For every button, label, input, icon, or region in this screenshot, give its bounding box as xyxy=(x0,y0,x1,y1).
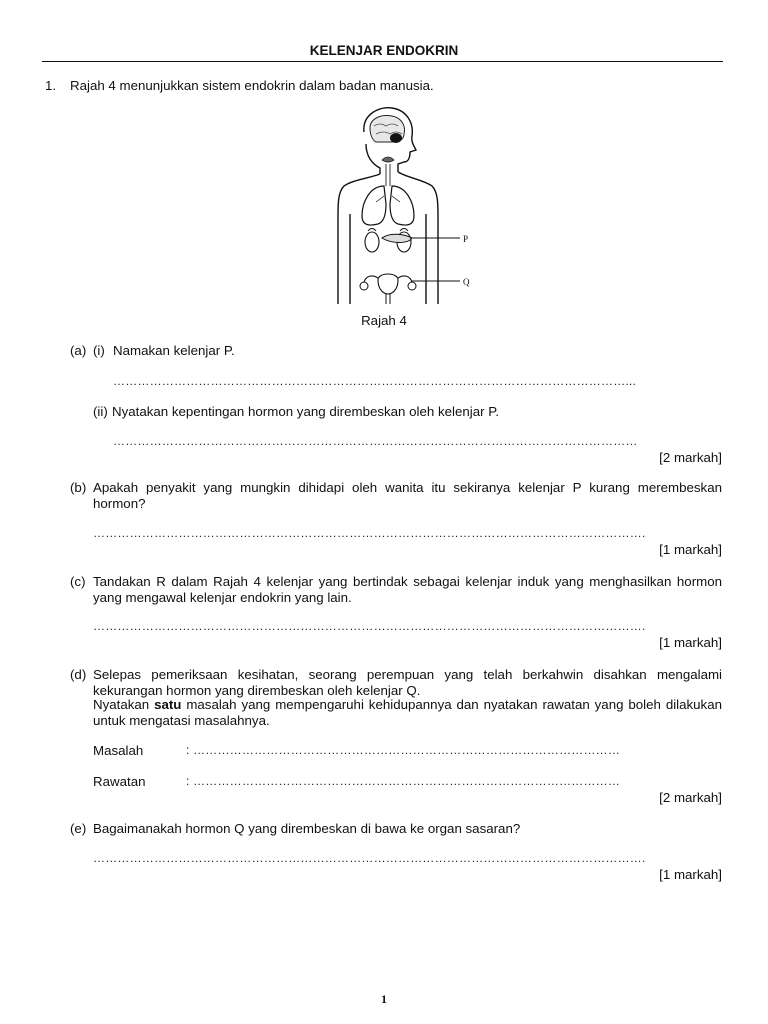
marks-d: [2 markah] xyxy=(659,790,722,805)
answer-line-rawatan[interactable]: : …………………………………………………………………………………………… xyxy=(186,774,621,788)
label-p: P xyxy=(463,234,469,244)
part-a-ii-text: Nyatakan kepentingan hormon yang dirembeskan oleh kelenjar P. xyxy=(112,404,500,419)
answer-line-c[interactable]: ………………………………………………………………………………………………………………………. xyxy=(93,619,646,633)
part-a-ii-label: (ii) xyxy=(93,404,108,419)
marks-e: [1 markah] xyxy=(659,867,722,882)
part-d-text-2-post: masalah yang mempengaruhi kehidupannya dan nyatakan rawatan yang boleh dilakukan untuk mengatasi masalahnya. xyxy=(93,697,722,728)
part-d-text-2-pre: Nyatakan xyxy=(93,697,155,712)
answer-line-a-ii[interactable]: ………………………………………………………………………………………………………………… xyxy=(113,434,638,448)
part-a-label: (a) xyxy=(70,343,87,358)
label-q: Q xyxy=(463,277,470,287)
question-intro: Rajah 4 menunjukkan sistem endokrin dalam badan manusia. xyxy=(70,78,434,93)
part-a-i-label: (i) xyxy=(93,343,105,358)
pancreas-shape xyxy=(382,234,412,242)
answer-line-a-i[interactable]: ………………………………………………………………………………………………………………... xyxy=(113,374,637,388)
part-d-text-2 xyxy=(93,697,722,729)
title-underline xyxy=(42,61,723,62)
figure-caption: Rajah 4 xyxy=(361,313,407,328)
masalah-label: Masalah xyxy=(93,743,144,758)
part-c-text: Tandakan R dalam Rajah 4 kelenjar yang bertindak sebagai kelenjar induk yang menghasilkan hormon yang mengawal kelenjar endokrin yang lain. xyxy=(93,574,722,605)
answer-line-masalah[interactable]: : …………………………………………………………………………………………… xyxy=(186,743,621,757)
part-d-label: (d) xyxy=(70,667,87,682)
part-e-text: Bagaimanakah hormon Q yang dirembeskan di bawa ke organ sasaran? xyxy=(93,821,521,836)
part-d-text-2-bold: satu xyxy=(154,697,182,712)
part-d-text-1: Selepas pemeriksaan kesihatan, seorang perempuan yang telah berkahwin disahkan mengalami kekurangan hormon yang dirembeskan oleh kelenjar Q. xyxy=(93,667,722,698)
part-b-label: (b) xyxy=(70,480,87,495)
page-title: KELENJAR ENDOKRIN xyxy=(309,43,459,58)
part-b-text: Apakah penyakit yang mungkin dihidapi oleh wanita itu sekiranya kelenjar P kurang merembeskan hormon? xyxy=(93,480,722,511)
pituitary-region xyxy=(390,133,402,143)
marks-c: [1 markah] xyxy=(659,635,722,650)
marks-b: [1 markah] xyxy=(659,542,722,557)
question-number: 1. xyxy=(45,78,57,93)
endocrine-system-diagram xyxy=(300,104,490,314)
answer-line-b[interactable]: ………………………………………………………………………………………………………………………. xyxy=(93,526,646,540)
part-a-i-text: Namakan kelenjar P. xyxy=(113,343,235,358)
answer-line-e[interactable]: ………………………………………………………………………………………………………………………. xyxy=(93,851,646,865)
rawatan-label: Rawatan xyxy=(93,774,146,789)
marks-a: [2 markah] xyxy=(659,450,722,465)
part-c-label: (c) xyxy=(70,574,86,589)
part-e-label: (e) xyxy=(70,821,87,836)
page-number: 1 xyxy=(381,992,387,1006)
